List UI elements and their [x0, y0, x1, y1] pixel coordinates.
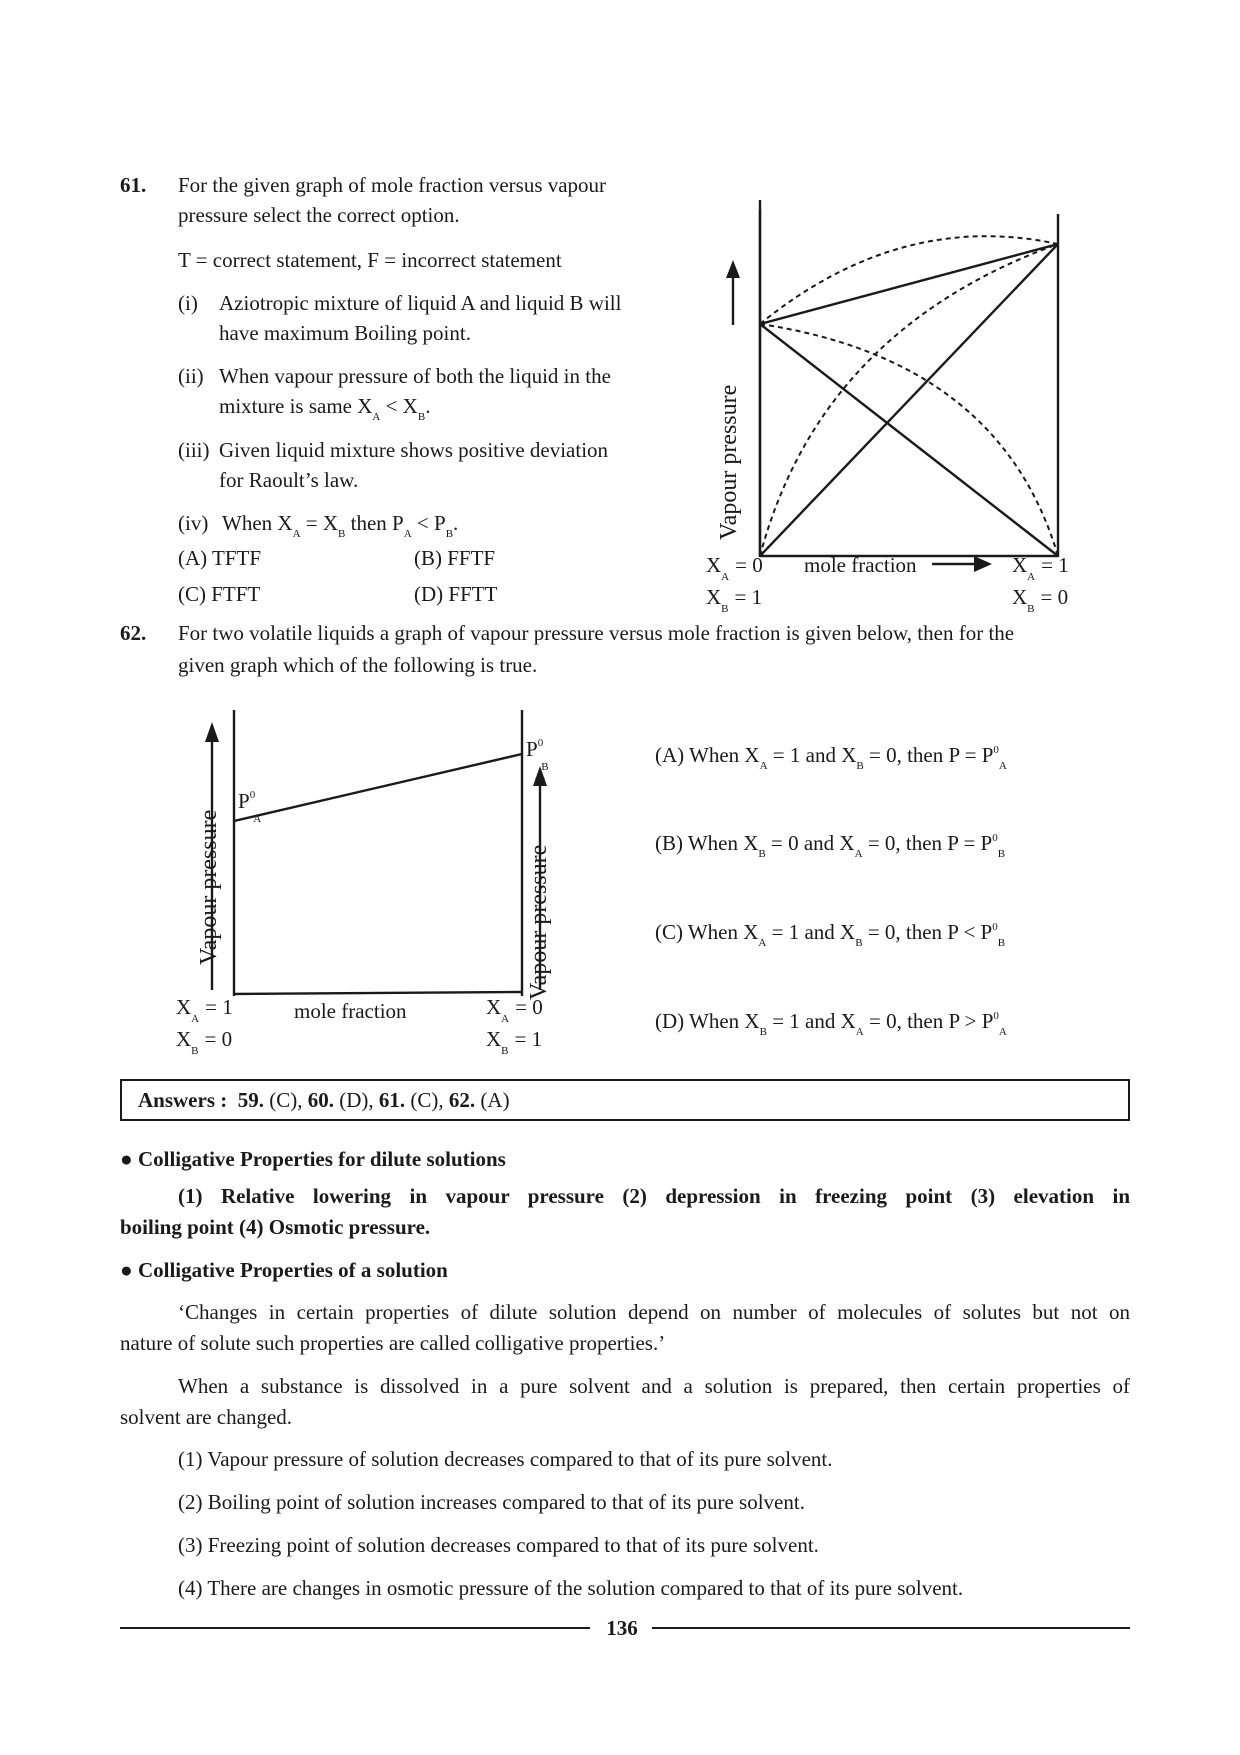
section-heading [120, 1144, 506, 1174]
right-xa-label: $X_A = 0$ [486, 995, 543, 1025]
statement-number: (iii) [178, 438, 210, 462]
para2-line1: When a substance is dissolved in a pure solvent and a solution is prepared, then certain properties of [178, 1374, 1130, 1398]
y-axis-label: Vapour pressure [716, 384, 742, 540]
q61-block [120, 170, 146, 200]
section1-body-line1: (1) Relative lowering in vapour pressure (2) depression in freezing point (3) elevation in [178, 1184, 1130, 1208]
answers-label: Answers : [138, 1088, 228, 1112]
q62-stem-line1: For two volatile liquids a graph of vapour pressure versus mole fraction is given below, then for the [178, 621, 1015, 645]
solid-total-pressure-line [760, 244, 1058, 324]
right-xb-label: $X_B = 1$ [486, 1027, 543, 1057]
option-c[interactable]: (C) When $X_A = 1$ and $X_B = 0$, then $P < P^0_B$ [655, 920, 1006, 949]
section-heading-text: Colligative Properties of a solution [137, 1258, 448, 1282]
pa-label: $P^0$ A [238, 789, 262, 825]
answer-value: (C), [410, 1088, 444, 1112]
answers-box [120, 1079, 1130, 1121]
left-xb-label: $X_B = 0$ [176, 1027, 233, 1057]
answer-number: 60. [307, 1088, 334, 1112]
statement-ii-line1: When vapour pressure of both the liquid in the [219, 364, 611, 388]
para2-line2: solvent are changed. [120, 1405, 293, 1429]
q62-vapour-pressure-diagram [160, 700, 580, 1070]
statement-iii-line2: for Raoult’s law. [219, 468, 359, 492]
arrow-head-right-icon [974, 556, 992, 572]
y-axis-label-left: Vapour pressure [196, 809, 222, 965]
arrow-head-up-icon [205, 722, 219, 742]
option-b[interactable]: (B) When $X_B = 0$ and $X_A = 0$, then $P = P^0_B$ [655, 831, 1006, 860]
answer-value: (C), [269, 1088, 303, 1112]
left-xb-label: $X_B = 1$ [706, 585, 763, 615]
q61-key: T = correct statement, F = incorrect statement [178, 248, 562, 272]
section-heading [120, 1255, 448, 1285]
list-item: (3) Freezing point of solution decreases compared to that of its pure solvent. [178, 1533, 819, 1557]
total-pressure-line [234, 754, 522, 821]
answer-number: 59. [237, 1088, 264, 1112]
page-number: 136 [606, 1616, 638, 1640]
statement-number: (i) [178, 291, 198, 315]
para1-line1: ‘Changes in certain properties of dilute solution depend on number of molecules of solutes but not on [178, 1300, 1130, 1324]
section-heading-text: Colligative Properties for dilute solutions [137, 1147, 506, 1171]
right-xa-label: $X_A = 1$ [1012, 553, 1069, 583]
answer-number: 62. [448, 1088, 476, 1112]
solid-partial-pressure-line-a [760, 324, 1058, 556]
answer-value: (A) [480, 1088, 510, 1112]
x-axis-label: mole fraction [804, 553, 917, 577]
q61-stem-line2: pressure select the correct option. [178, 203, 460, 227]
option-a[interactable]: (A) TFTF [178, 546, 262, 570]
bullet-icon: ● [120, 1147, 133, 1171]
section1-body-line2: boiling point (4) Osmotic pressure. [120, 1215, 431, 1239]
option-b[interactable]: (B) FFTF [414, 546, 496, 570]
statement-i-line2: have maximum Boiling point. [219, 321, 471, 345]
question-number: 61. [120, 173, 147, 197]
option-d[interactable]: (D) When $X_B = 1$ and $X_A = 0$, then $P > P^0_A$ [655, 1009, 1007, 1038]
bullet-icon: ● [120, 1258, 133, 1282]
list-item: (1) Vapour pressure of solution decreases compared to that of its pure solvent. [178, 1447, 833, 1471]
option-a[interactable]: (A) When $X_A = 1$ and $X_B = 0$, then $P = P^0_A$ [655, 743, 1007, 772]
base-axis-line [234, 992, 522, 994]
right-xb-label: $X_B = 0$ [1012, 585, 1069, 615]
q61-vapour-pressure-diagram [700, 200, 1120, 620]
left-xa-label: $X_A = 0$ [706, 553, 763, 583]
y-axis-label-right: Vapour pressure [526, 844, 552, 1000]
question-number: 62. [120, 621, 147, 645]
option-d[interactable]: (D) FFTT [414, 582, 498, 606]
statement-iii-line1: Given liquid mixture shows positive deviation [219, 438, 609, 462]
statement-number: (iv) [178, 511, 209, 535]
statement-number: (ii) [178, 364, 204, 388]
left-xa-label: $X_A = 1$ [176, 995, 233, 1025]
q62-number-wrap [120, 618, 146, 648]
list-item: (4) There are changes in osmotic pressure of the solution compared to that of its pure solvent. [178, 1576, 964, 1600]
q62-stem-line2: given graph which of the following is true. [178, 653, 538, 677]
answer-value: (D), [339, 1088, 374, 1112]
para1-line2: nature of solute such properties are called colligative properties.’ [120, 1331, 666, 1355]
statement-ii-line2: mixture is same $X_A < X_B$. [219, 394, 431, 423]
q61-stem-line1: For the given graph of mole fraction versus vapour [178, 173, 607, 197]
footer-rule-right [652, 1627, 1130, 1629]
statement-iv-line1: When $X_A = X_B$ then $P_A < P_B$. [222, 511, 459, 540]
list-item: (2) Boiling point of solution increases compared to that of its pure solvent. [178, 1490, 805, 1514]
arrow-head-up-icon [726, 260, 740, 278]
footer-rule-left [120, 1627, 590, 1629]
pb-label: $P^0$ B [526, 737, 549, 773]
x-axis-label: mole fraction [294, 999, 407, 1023]
option-c[interactable]: (C) FTFT [178, 582, 261, 606]
statement-i-line1: Aziotropic mixture of liquid A and liquid B will [219, 291, 622, 315]
answer-number: 61. [378, 1088, 406, 1112]
